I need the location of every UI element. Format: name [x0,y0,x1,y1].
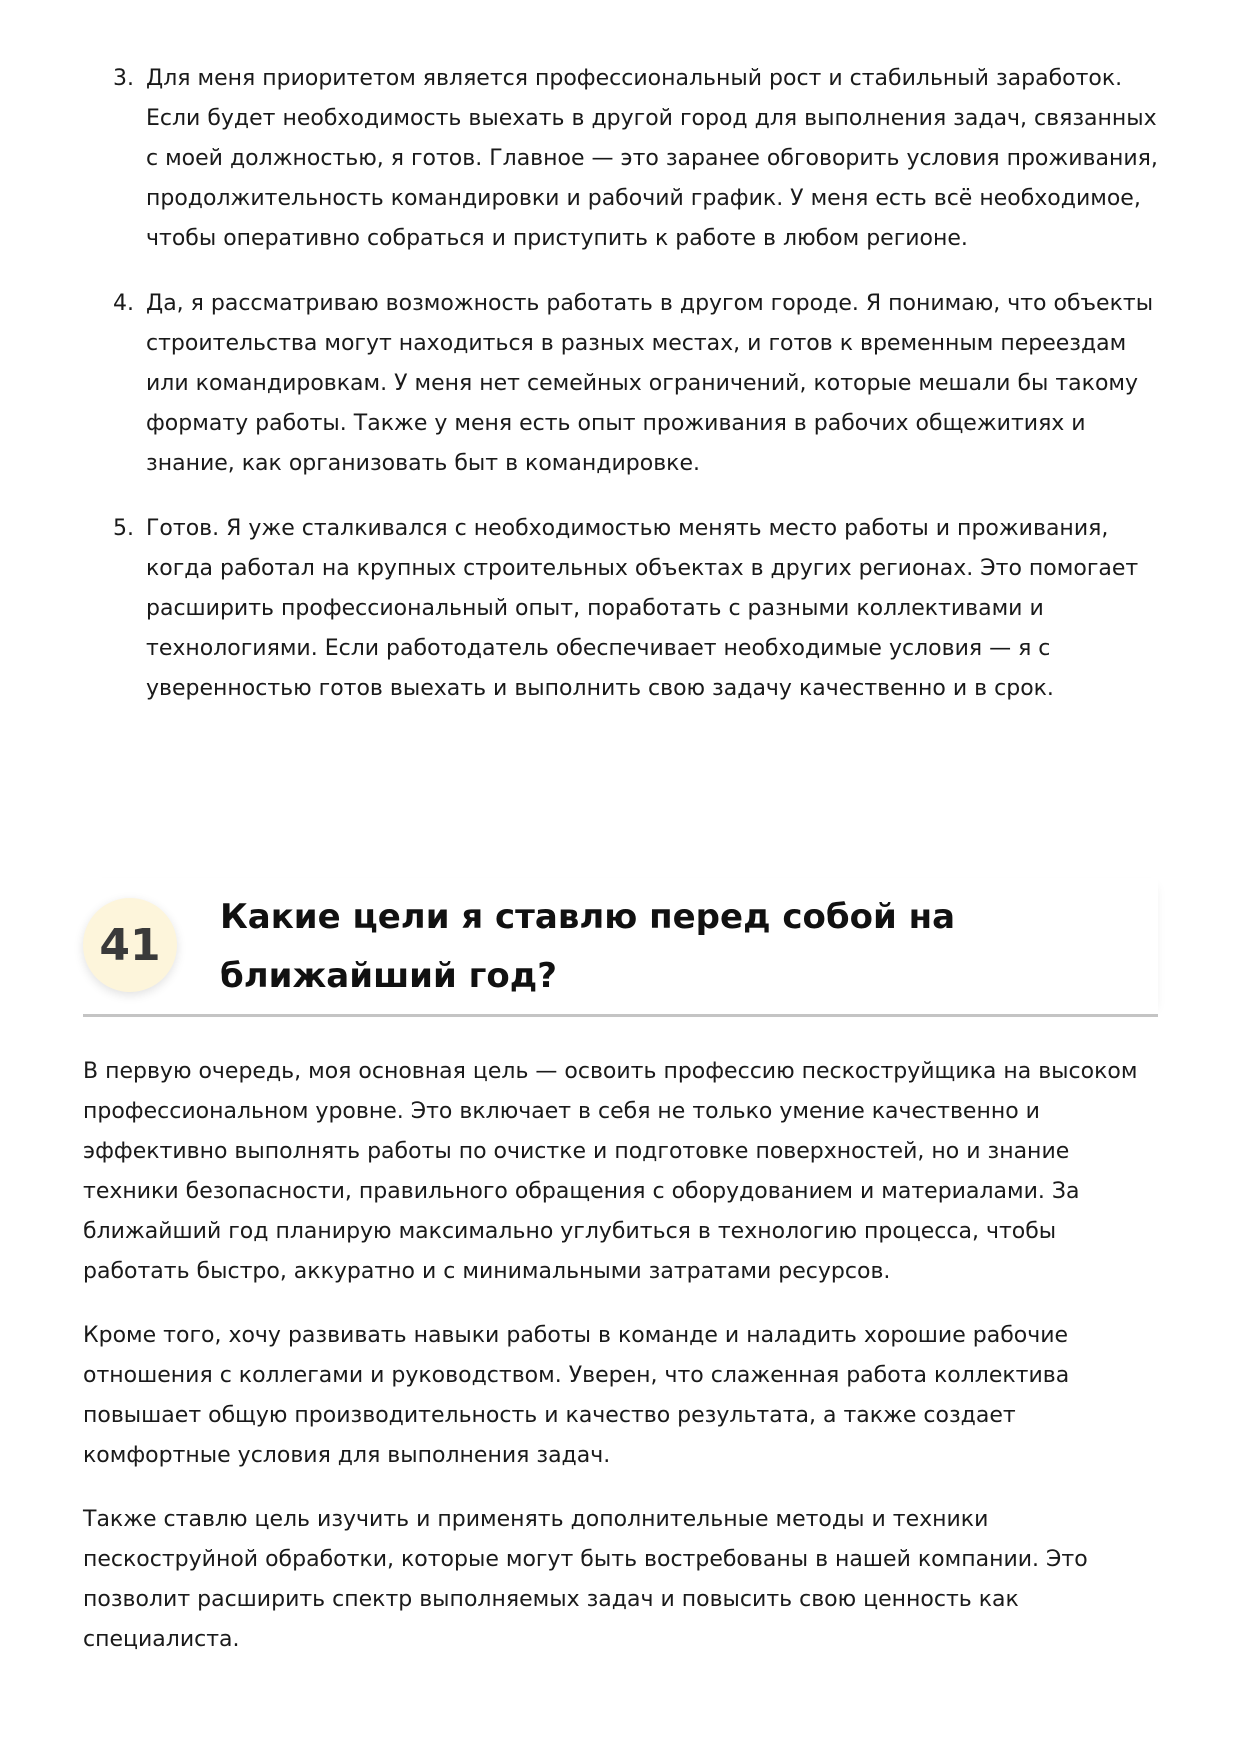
answer-number: 4. [113,291,134,316]
answer-item-4 [113,284,1163,484]
paragraph: Кроме того, хочу развивать навыки работы в команде и наладить хорошие рабочие отношения с коллегами и руководством. Уверен, что слаженная работа коллектива повышает общую производительность и качество результата, а также создает комфортные условия для выполнения задач. [83,1323,1070,1468]
question-number-badge: 41 [83,898,177,992]
answers-list [113,59,1163,734]
answer-text: Для меня приоритетом является профессиональный рост и стабильный заработок. Если будет необходимость выехать в другой город для выполнения задач, связанных с моей должностью, я готов. Главное — это заранее обговорить условия проживания, продолжительность командировки и рабочий график. У меня есть всё необходимое, чтобы оперативно собраться и приступить к работе в любом регионе. [146,66,1158,251]
answer-item-3 [113,59,1163,259]
question-title: Какие цели я ставлю перед собой на ближайший год? [220,897,956,996]
answer-text: Готов. Я уже сталкивался с необходимостью менять место работы и проживания, когда работал на крупных строительных объектах в других регионах. Это помогает расширить профессиональный опыт, поработать с разными коллективами и технологиями. Если работодатель обеспечивает необходимые условия — я с уверенностью готов выехать и выполнить свою задачу качественно и в срок. [146,516,1139,701]
answer-number: 3. [113,66,134,91]
answer-number: 5. [113,516,134,541]
answer-item-5 [113,509,1163,709]
answer-text: Да, я рассматриваю возможность работать в другом городе. Я понимаю, что объекты строительства могут находиться в разных местах, и готов к временным переездам или командировкам. У меня нет семейных ограничений, которые мешали бы такому формату работы. Также у меня есть опыт проживания в рабочих общежитиях и знание, как организовать быт в командировке. [146,291,1154,476]
answer-body [83,1052,1163,1684]
question-header [83,878,1158,1017]
paragraph: Также ставлю цель изучить и применять дополнительные методы и техники пескоструйной обработки, которые могут быть востребованы в нашей компании. Это позволит расширить спектр выполняемых задач и повысить свою ценность как специалиста. [83,1507,1088,1652]
paragraph: В первую очередь, моя основная цель — освоить профессию пескоструйщика на высоком профессиональном уровне. Это включает в себя не только умение качественно и эффективно выполнять работы по очистке и подготовке поверхностей, но и знание техники безопасности, правильного обращения с оборудованием и материалами. За ближайший год планирую максимально углубиться в технологию процесса, чтобы работать быстро, аккуратно и с минимальными затратами ресурсов. [83,1059,1138,1284]
